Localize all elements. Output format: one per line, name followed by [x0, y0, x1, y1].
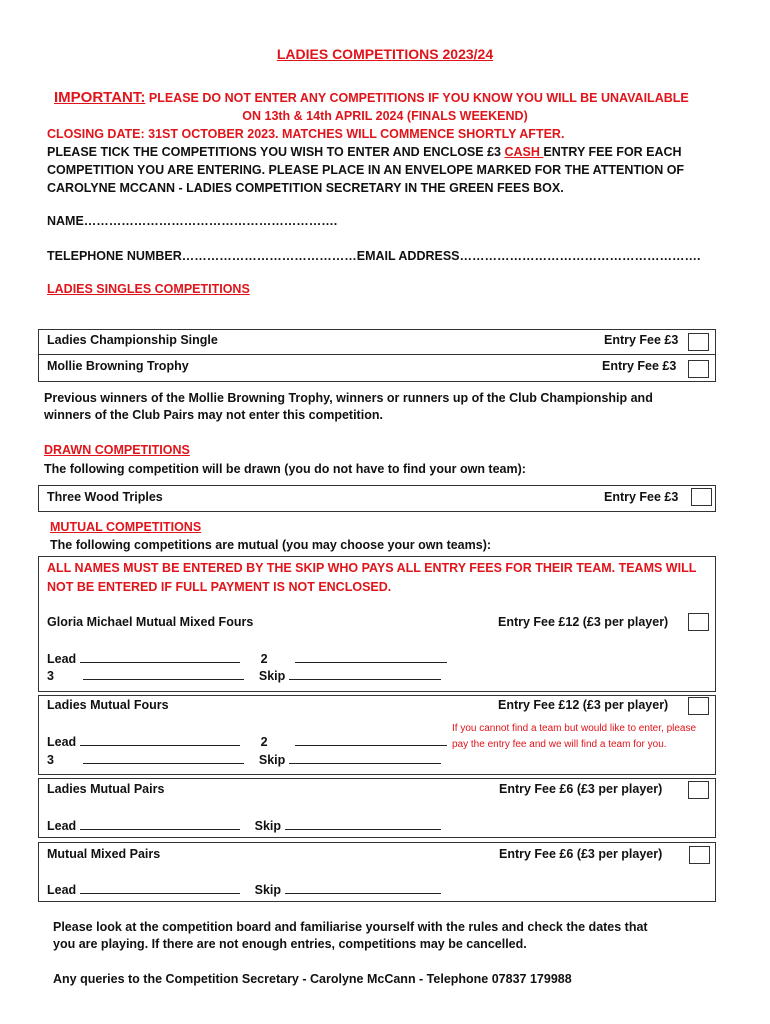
lead-label: Lead	[47, 735, 77, 749]
singles-row-1-checkbox[interactable]	[688, 333, 709, 351]
drawn-heading: DRAWN COMPETITIONS	[44, 443, 190, 457]
fours-checkbox[interactable]	[688, 697, 709, 715]
page-title: LADIES COMPETITIONS 2023/24	[276, 46, 494, 62]
skip-input[interactable]	[289, 668, 441, 680]
important-text-1: PLEASE DO NOT ENTER ANY COMPETITIONS IF YOU KNOW YOU WILL BE UNAVAILABLE	[148, 91, 689, 105]
singles-heading: LADIES SINGLES COMPETITIONS	[47, 282, 250, 296]
lead-label: Lead	[47, 819, 77, 833]
pairs-checkbox[interactable]	[688, 781, 709, 799]
lead-input[interactable]	[80, 882, 240, 894]
closing-date: CLOSING DATE: 31ST OCTOBER 2023. MATCHES WILL COMMENCE SHORTLY AFTER.	[47, 127, 565, 141]
skip-label: Skip	[254, 883, 282, 897]
drawn-row-checkbox[interactable]	[691, 488, 712, 506]
skip-input[interactable]	[285, 818, 441, 830]
singles-note-1: Previous winners of the Mollie Browning Trophy, winners or runners up of the Club Championship and	[44, 391, 653, 405]
skip-label: Skip	[254, 819, 282, 833]
mixed-fee: Entry Fee £6 (£3 per player)	[499, 847, 663, 861]
instructions-text-1a: PLEASE TICK THE COMPETITIONS YOU WISH TO ENTER AND ENCLOSE £3	[47, 145, 505, 159]
mutual-subtitle: The following competitions are mutual (you may choose your own teams):	[50, 538, 492, 552]
fours-name: Ladies Mutual Fours	[47, 698, 169, 712]
player-3-label: 3	[47, 669, 54, 683]
lead-input[interactable]	[80, 734, 240, 746]
fours-players-row-1[interactable]	[47, 734, 447, 749]
singles-row-2-checkbox[interactable]	[688, 360, 709, 378]
singles-row-1-fee: Entry Fee £3	[604, 333, 679, 347]
mixed-players-row[interactable]	[47, 882, 441, 897]
singles-divider	[38, 354, 715, 355]
mutual-heading: MUTUAL COMPETITIONS	[50, 520, 202, 534]
important-label: IMPORTANT:	[54, 89, 146, 106]
lead-label: Lead	[47, 652, 77, 666]
lead-input[interactable]	[80, 651, 240, 663]
singles-row-2-fee: Entry Fee £3	[602, 359, 677, 373]
pairs-fee: Entry Fee £6 (£3 per player)	[499, 782, 663, 796]
player-2-input[interactable]	[295, 734, 447, 746]
player-3-label: 3	[47, 753, 54, 767]
gloria-players-row-1[interactable]	[47, 651, 447, 666]
instructions-line-2: COMPETITION YOU ARE ENTERING. PLEASE PLACE IN AN ENVELOPE MARKED FOR THE ATTENTION OF	[47, 163, 685, 177]
singles-row-1-name: Ladies Championship Single	[47, 333, 218, 347]
gloria-players-row-2[interactable]	[47, 668, 441, 683]
instructions-line-1	[47, 145, 682, 159]
name-field[interactable]: NAME…………………………………………………….	[47, 214, 338, 228]
fours-note-2: pay the entry fee and we will find a team for you.	[452, 739, 667, 750]
drawn-row-name: Three Wood Triples	[47, 490, 163, 504]
drawn-row-fee: Entry Fee £3	[604, 490, 679, 504]
singles-row-2-name: Mollie Browning Trophy	[47, 359, 189, 373]
mutual-warning-2: NOT BE ENTERED IF FULL PAYMENT IS NOT ENCLOSED.	[47, 580, 392, 594]
fours-note-1: If you cannot find a team but would like to enter, please	[452, 723, 697, 734]
gloria-fee: Entry Fee £12 (£3 per player)	[498, 615, 669, 629]
instructions-text-1b: ENTRY FEE FOR EACH	[543, 145, 682, 159]
gloria-name: Gloria Michael Mutual Mixed Fours	[47, 615, 254, 629]
skip-label: Skip	[258, 753, 286, 767]
pairs-players-row[interactable]	[47, 818, 441, 833]
gloria-checkbox[interactable]	[688, 613, 709, 631]
important-text-2: ON 13th & 14th APRIL 2024 (FINALS WEEKEND)	[242, 109, 528, 123]
important-notice	[54, 89, 689, 106]
singles-note-2: winners of the Club Pairs may not enter this competition.	[44, 408, 383, 422]
lead-input[interactable]	[80, 818, 240, 830]
cash-highlight: CASH	[504, 145, 544, 159]
fours-fee: Entry Fee £12 (£3 per player)	[498, 698, 669, 712]
mixed-checkbox[interactable]	[689, 846, 710, 864]
mutual-warning-1: ALL NAMES MUST BE ENTERED BY THE SKIP WHO PAYS ALL ENTRY FEES FOR THEIR TEAM. TEAMS WILL	[47, 561, 697, 575]
instructions-line-3: CAROLYNE MCCANN - LADIES COMPETITION SECRETARY IN THE GREEN FEES BOX.	[47, 181, 564, 195]
skip-input[interactable]	[289, 752, 441, 764]
pairs-name: Ladies Mutual Pairs	[47, 782, 165, 796]
player-3-input[interactable]	[83, 668, 244, 680]
footer-line-2: you are playing. If there are not enough entries, competitions may be cancelled.	[53, 937, 527, 951]
player-2-input[interactable]	[295, 651, 447, 663]
footer-queries: Any queries to the Competition Secretary - Carolyne McCann - Telephone 07837 179988	[53, 972, 572, 986]
fours-players-row-2[interactable]	[47, 752, 441, 767]
player-2-label: 2	[260, 652, 268, 666]
skip-input[interactable]	[285, 882, 441, 894]
skip-label: Skip	[258, 669, 286, 683]
footer-line-1: Please look at the competition board and familiarise yourself with the rules and check the dates that	[53, 920, 648, 934]
drawn-subtitle: The following competition will be drawn (you do not have to find your own team):	[44, 462, 526, 476]
player-2-label: 2	[260, 735, 268, 749]
telephone-email-field[interactable]: TELEPHONE NUMBER……………………………………EMAIL ADDRESS………………………………………………….	[47, 249, 701, 263]
lead-label: Lead	[47, 883, 77, 897]
mixed-name: Mutual Mixed Pairs	[47, 847, 161, 861]
player-3-input[interactable]	[83, 752, 244, 764]
